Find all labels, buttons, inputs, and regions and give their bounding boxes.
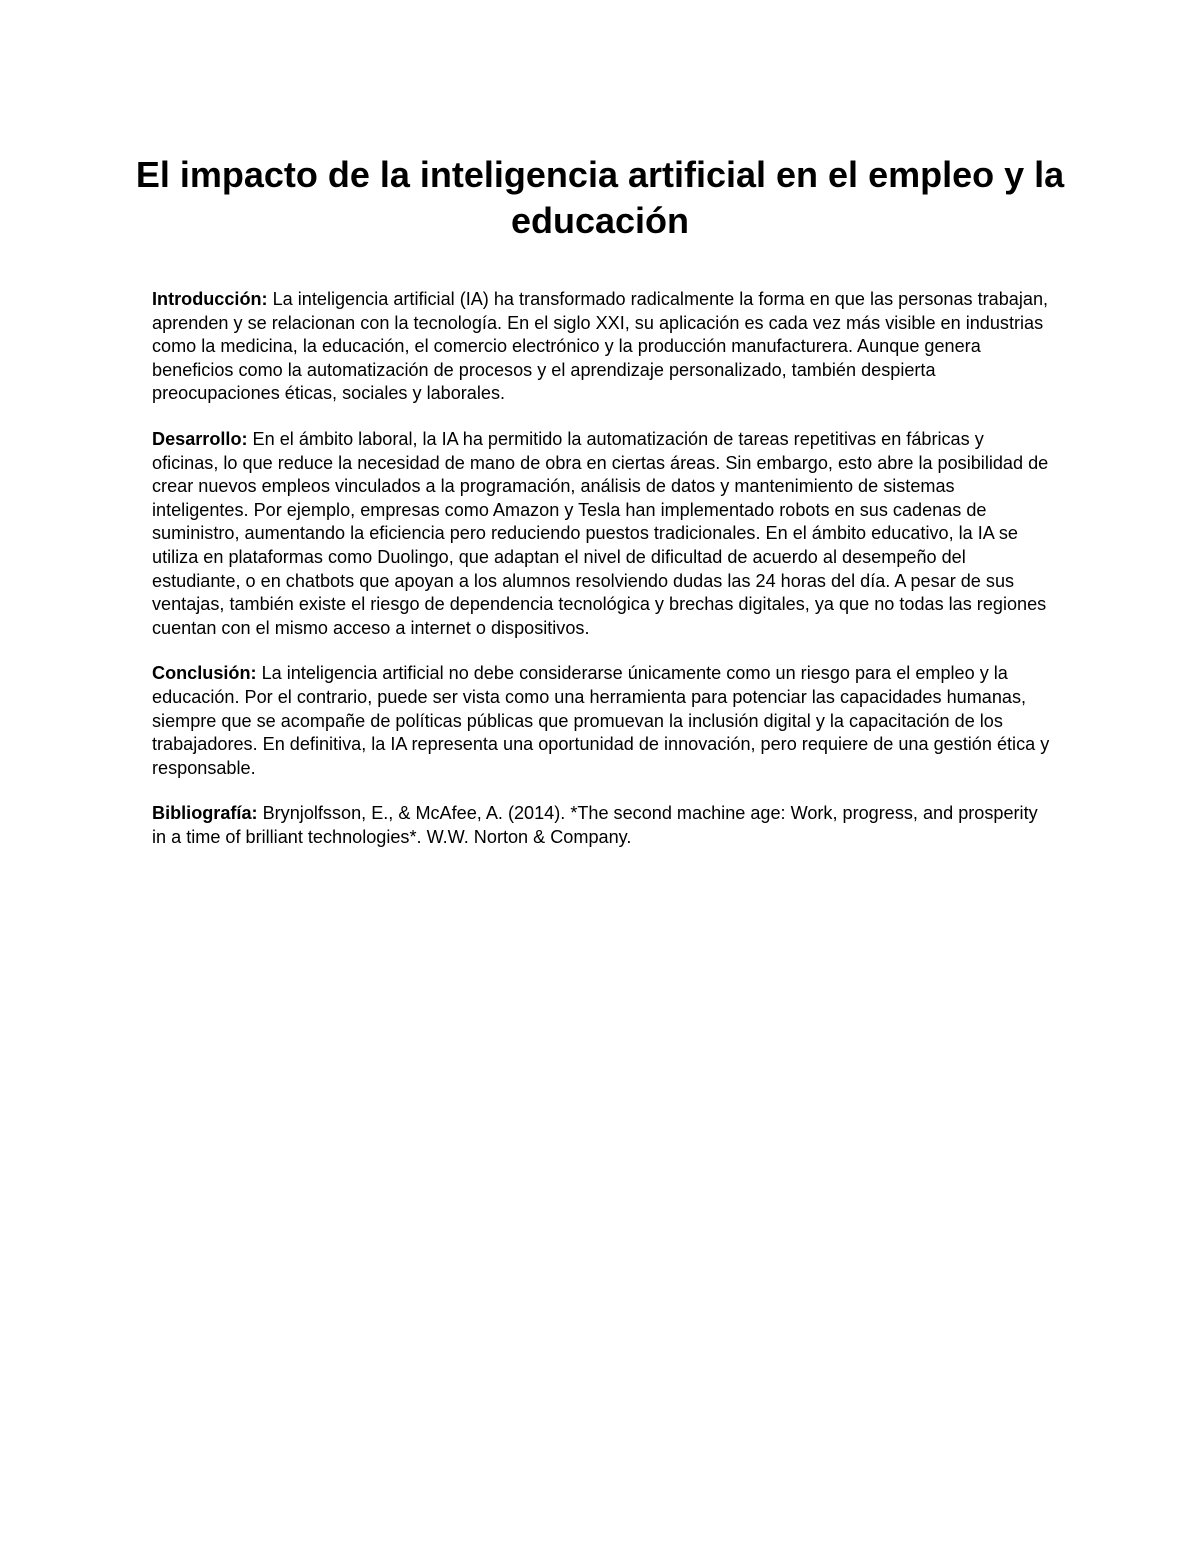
section-introduccion — [152, 288, 1052, 406]
section-text: La inteligencia artificial no debe considerarse únicamente como un riesgo para el empleo y la educación. Por el contrario, puede ser vista como una herramienta para potenciar las capacidades humanas, siempre que se acompañe de políticas públicas que promuevan la inclusión digital y la capacitación de los trabajadores. En definitiva, la IA representa una oportunidad de innovación, pero requiere de una gestión ética y responsable. — [152, 663, 1050, 778]
section-conclusion — [152, 662, 1052, 780]
section-desarrollo — [152, 428, 1052, 640]
document-title: El impacto de la inteligencia artificial en el empleo y la educación — [135, 154, 1065, 241]
section-bibliografia — [152, 802, 1052, 849]
section-label: Desarrollo: — [152, 428, 248, 449]
section-label: Conclusión: — [152, 663, 257, 684]
document-body — [152, 288, 1052, 871]
section-text: La inteligencia artificial (IA) ha transformado radicalmente la forma en que las personas trabajan, aprenden y se relacionan con la tecnología. En el siglo XXI, su aplicación es cada vez más visible en industrias como la medicina, la educación, el comercio electrónico y la producción manufacturera. Aunque genera beneficios como la automatización de procesos y el aprendizaje personalizado, también despierta preocupaciones éticas, sociales y laborales. — [152, 289, 1049, 404]
section-label: Bibliografía: — [152, 803, 258, 824]
section-label: Introducción: — [152, 289, 268, 309]
section-text: Brynjolfsson, E., & McAfee, A. (2014). *The second machine age: Work, progress, and prosperity in a time of brilliant technologies*. W.W. Norton & Company. — [152, 803, 1038, 847]
section-text: En el ámbito laboral, la IA ha permitido la automatización de tareas repetitivas en fábricas y oficinas, lo que reduce la necesidad de mano de obra en ciertas áreas. Sin embargo, esto abre la posibilidad de crear nuevos empleos vinculados a la programación, análisis de datos y mantenimiento de sistemas inteligentes. Por ejemplo, empresas como Amazon y Tesla han implementado robots en sus cadenas de suministro, aumentando la eficiencia pero reduciendo puestos tradicionales. En el ámbito educativo, la IA se utiliza en plataformas como Duolingo, que adaptan el nivel de dificultad de acuerdo al desempeño del estudiante, o en chatbots que apoyan a los alumnos resolviendo dudas las 24 horas del día. A pesar de sus ventajas, también existe el riesgo de dependencia tecnológica y brechas digitales, ya que no todas las regiones cuentan con el mismo acceso a internet o dispositivos. — [152, 428, 1049, 638]
